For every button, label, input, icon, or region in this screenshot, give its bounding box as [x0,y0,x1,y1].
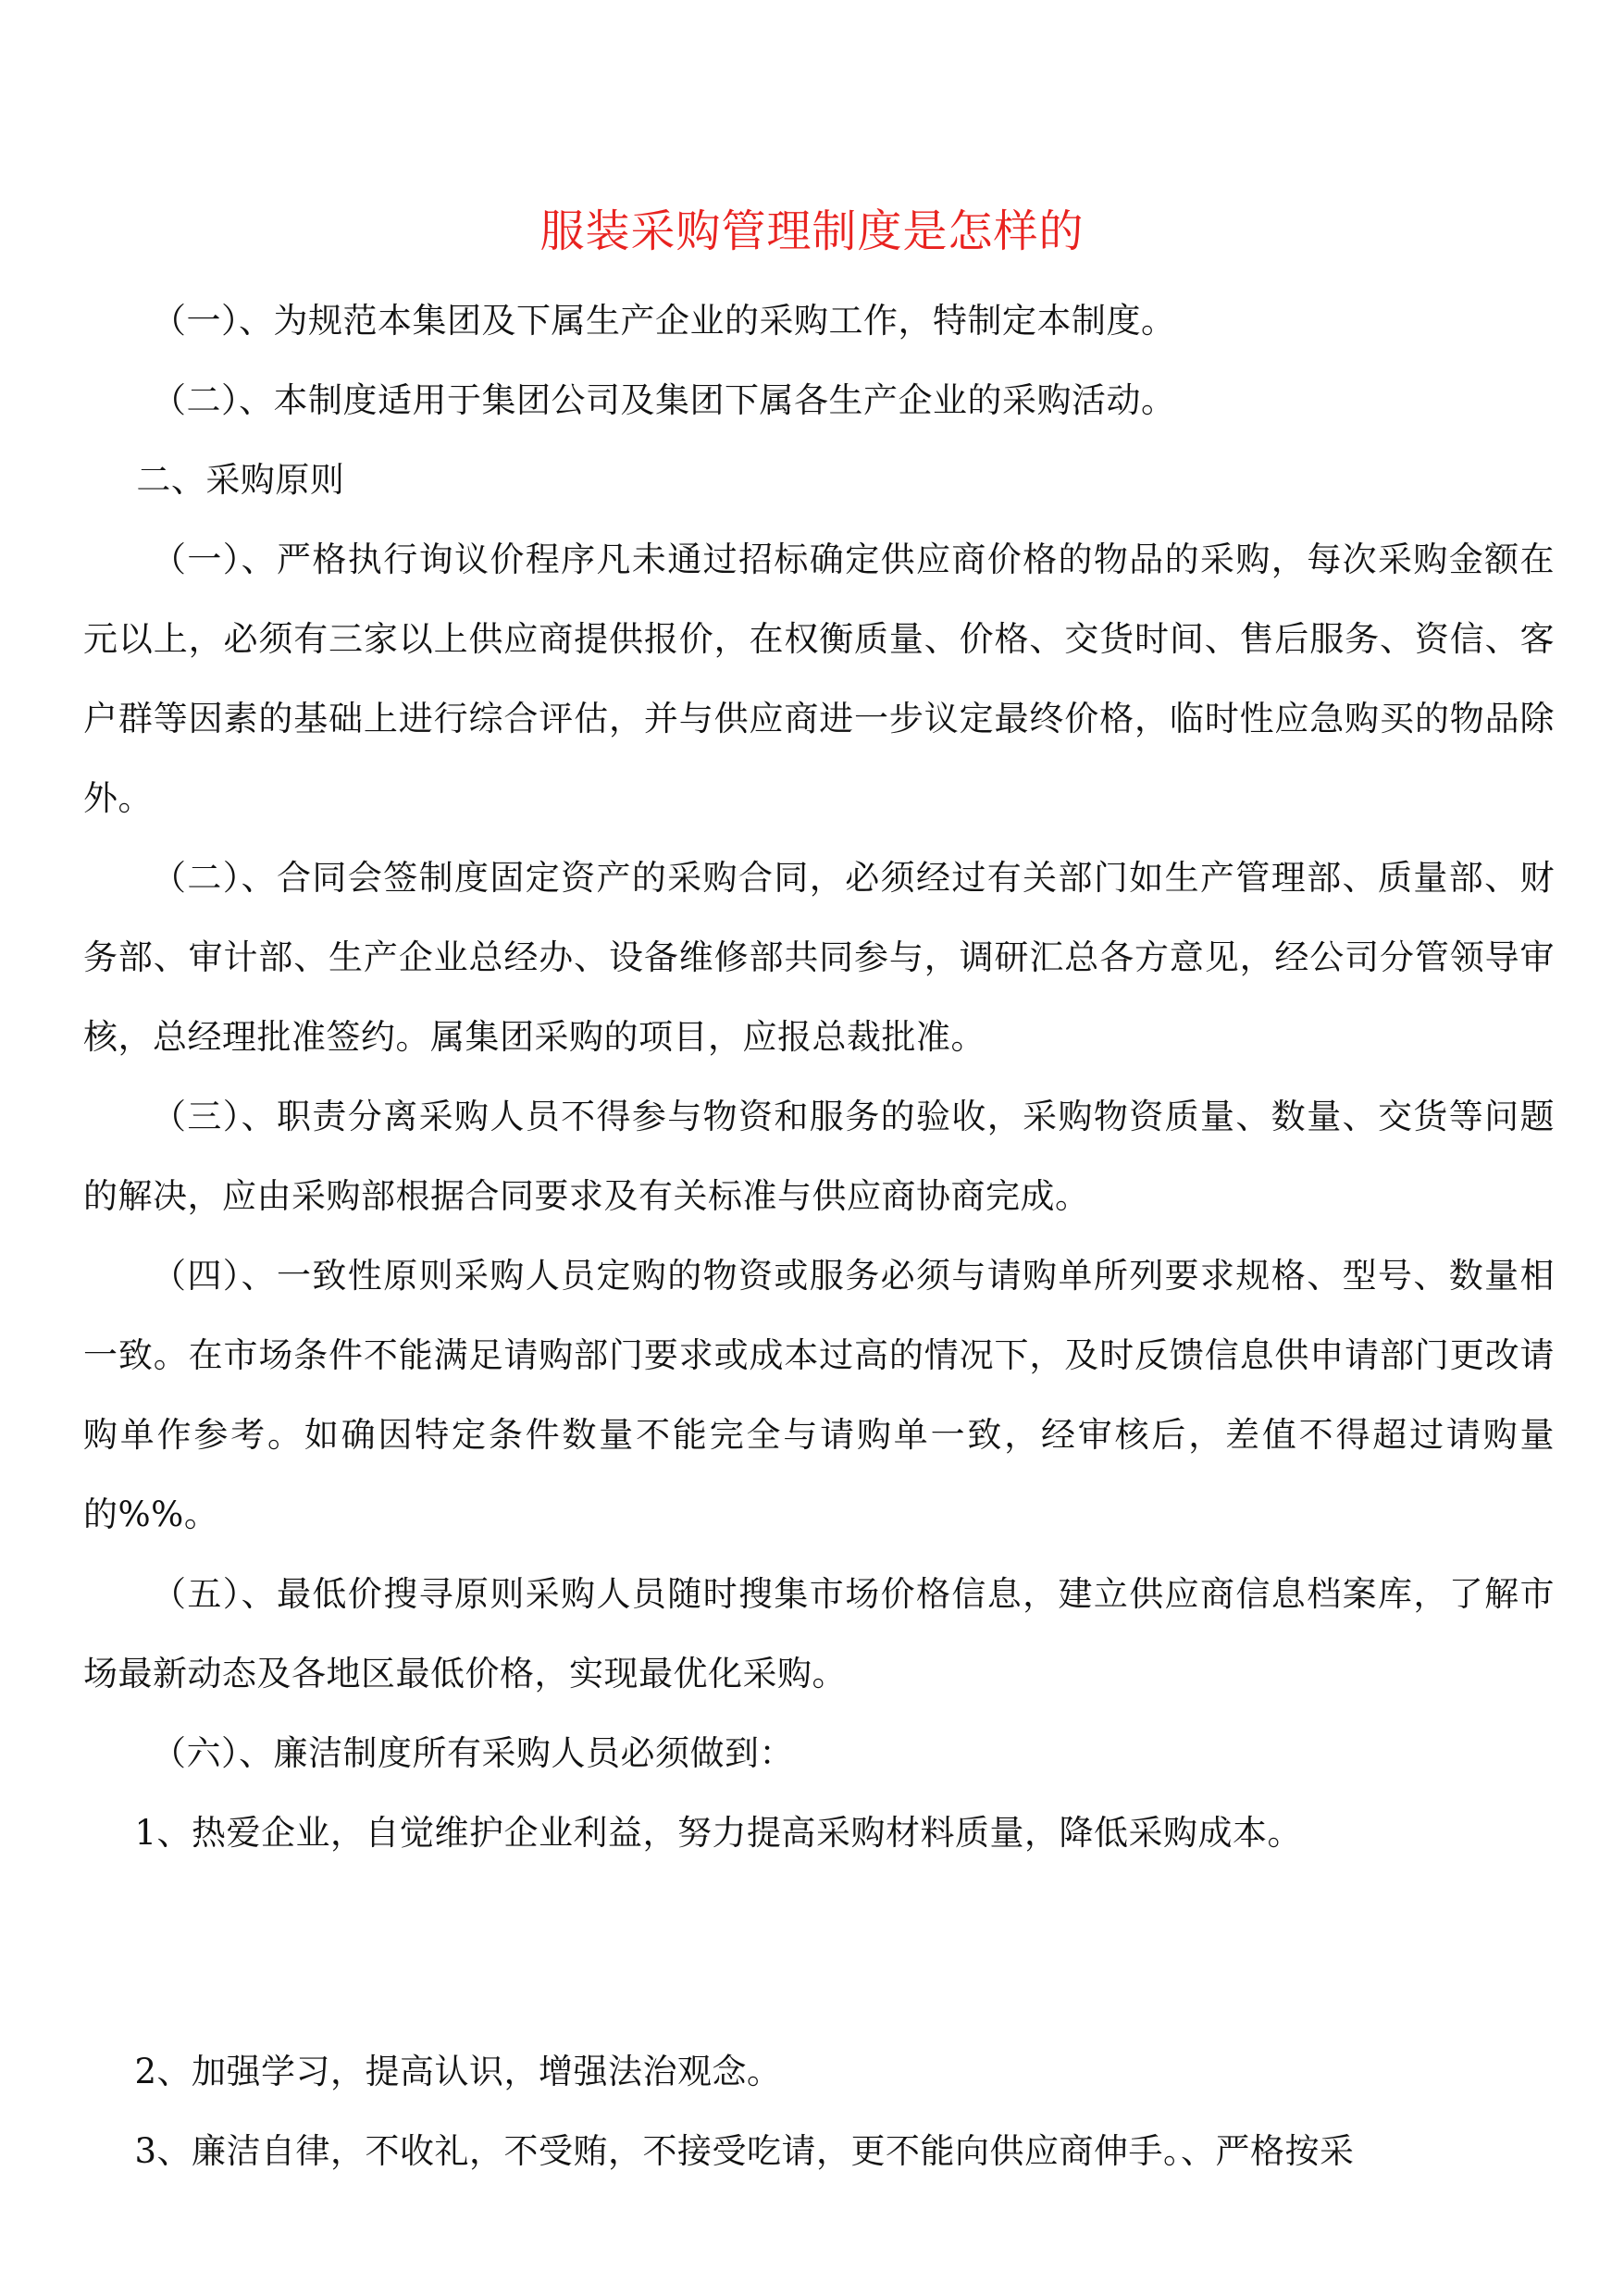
list-item-3: 3、廉洁自律，不收礼，不受贿，不接受吃请，更不能向供应商伸手。、严格按采 [134,2131,1355,2171]
paragraph-scope-2: （二）、本制度适用于集团公司及集团下属各生产企业的采购活动。 [152,380,1176,420]
section-heading-principles: 二、采购原则 [136,460,345,500]
paragraph-principle-5: （五）、最低价搜寻原则采购人员随时搜集市场价格信息，建立供应商信息档案库，了解市场最新动态及各地区最低价格，实现最优化采购。 [83,1574,1555,1693]
paragraph-principle-2: （二）、合同会签制度固定资产的采购合同，必须经过有关部门如生产管理部、质量部、财务部、审计部、生产企业总经办、设备维修部共同参与，调研汇总各方意见，经公司分管领导审核，总经理批准签约。属集团采购的项目，应报总裁批准。 [83,858,1555,1057]
paragraph-principle-1: （一）、严格执行询议价程序凡未通过招标确定供应商价格的物品的采购，每次采购金额在 元以上，必须有三家以上供应商提供报价，在权衡质量、价格、交货时间、售后服务、资信、客户群等因素的基础上进行综合评估，并与供应商进一步议定最终价格，临时性应急购买的物品除外。 [83,540,1555,818]
paragraph-principle-3: （三）、职责分离采购人员不得参与物资和服务的验收，采购物资质量、数量、交货等问题的解决，应由采购部根据合同要求及有关标准与供应商协商完成。 [83,1097,1555,1216]
list-item-1: 1、热爱企业，自觉维护企业利益，努力提高采购材料质量，降低采购成本。 [134,1813,1303,1853]
document-title: 服装采购管理制度是怎样的 [539,205,1085,257]
paragraph-principle-6: （六）、廉洁制度所有采购人员必须做到： [152,1733,794,1773]
paragraph-principle-4: （四）、一致性原则采购人员定购的物资或服务必须与请购单所列要求规格、型号、数量相一致。在市场条件不能满足请购部门要求或成本过高的情况下，及时反馈信息供申请部门更改请购单作参考。如确因特定条件数量不能完全与请购单一致，经审核后，差值不得超过请购量的%%。 [83,1256,1555,1534]
list-item-2: 2、加强学习，提高认识，增强法治观念。 [134,2052,782,2091]
paragraph-scope-1: （一）、为规范本集团及下属生产企业的采购工作，特制定本制度。 [152,301,1176,341]
